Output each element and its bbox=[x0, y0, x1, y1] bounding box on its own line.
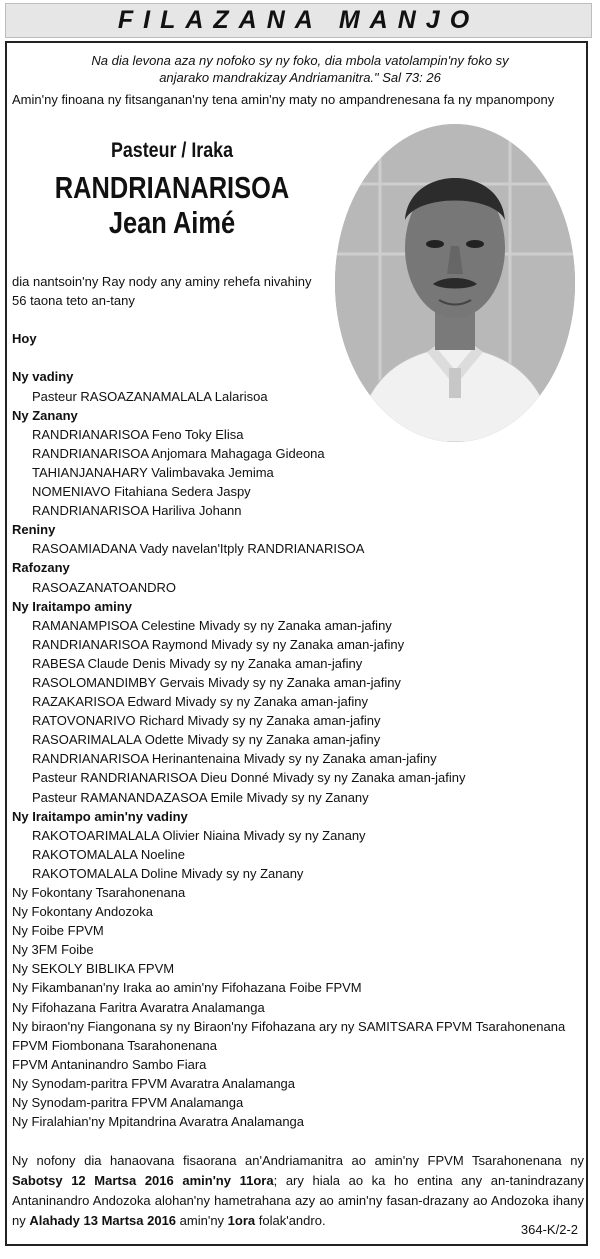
list-item: Ny Foibe FPVM bbox=[12, 923, 104, 939]
section-heading: Rafozany bbox=[12, 560, 70, 576]
list-item: FPVM Antaninandro Sambo Fiara bbox=[12, 1056, 207, 1072]
list-item: RAMANAMPISOA Celestine Mivady sy ny Zanaka aman-jafiny bbox=[32, 617, 392, 633]
list-item: RAKOTOMALALA Doline Mivady sy ny Zanany bbox=[32, 865, 304, 881]
section-heading: Ny Zanany bbox=[12, 407, 78, 423]
list-item: RAKOTOMALALA Noeline bbox=[32, 846, 185, 862]
list-item: Ny Fokontany Tsarahonenana bbox=[12, 885, 186, 900]
mourners-list bbox=[12, 272, 582, 1131]
list-item: Ny 3FM Foibe bbox=[12, 942, 94, 958]
list-item bbox=[12, 348, 582, 367]
bible-verse-line: Na dia levona aza ny nofoko sy ny foko, dia mbola vatolampin'ny foko sy bbox=[91, 53, 509, 68]
list-item: RABESA Claude Denis Mivady sy ny Zanaka aman-jafiny bbox=[32, 655, 363, 671]
list-item: RANDRIANARISOA Raymond Mivady sy ny Zanaka aman-jafiny bbox=[32, 636, 405, 652]
list-item: RANDRIANARISOA Herinantenaina Mivady sy ny Zanaka aman-jafiny bbox=[32, 751, 437, 767]
announcement-date-1: Sabotsy 12 Martsa 2016 amin'ny 11ora bbox=[12, 1173, 274, 1188]
announcement-text: Ny nofony dia hanaovana fisaorana an'Andriamanitra ao amin'ny FPVM Tsarahonenana ny bbox=[12, 1153, 584, 1168]
section-heading: Hoy bbox=[12, 331, 37, 347]
list-item: Ny Fifohazana Faritra Avaratra Analamanga bbox=[12, 999, 265, 1015]
list-item: RASOAZANATOANDRO bbox=[32, 579, 176, 595]
list-item: Pasteur RANDRIANARISOA Dieu Donné Mivady sy ny Zanaka aman-jafiny bbox=[32, 770, 466, 786]
section-heading: Ny vadiny bbox=[12, 369, 74, 385]
list-item: RASOAMIADANA Vady navelan'Itply RANDRIANARISOA bbox=[32, 541, 365, 557]
list-item: RANDRIANARISOA Anjomara Mahagaga Gideona bbox=[32, 445, 325, 461]
list-item bbox=[12, 310, 582, 329]
list-item: Ny SEKOLY BIBLIKA FPVM bbox=[12, 961, 175, 977]
list-item: Pasteur RAMANANDAZASOA Emile Mivady sy ny Zanany bbox=[32, 789, 369, 805]
deceased-given-name: Jean Aimé bbox=[108, 205, 236, 240]
announcement-date-2: Alahady 13 Martsa 2016 bbox=[29, 1213, 177, 1228]
list-item: Ny Synodam-paritra FPVM Avaratra Analamanga bbox=[12, 1075, 296, 1091]
notice-header bbox=[5, 3, 592, 38]
announcement-text: ; ary hiala ao ka ho entina any an-tanindrazany Antaninandro Andozoka alohan'ny hametrahana azy ao amin'ny fasan-drazany ao Andozoka ihany ny bbox=[12, 1173, 584, 1228]
bible-verse-line: anjarako mandrakizay Andriamanitra." Sal 73: 26 bbox=[159, 70, 441, 85]
section-heading: Ny Iraitampo aminy bbox=[12, 598, 132, 614]
announcement-time: 1ora bbox=[227, 1213, 256, 1228]
list-item: RATOVONARIVO Richard Mivady sy ny Zanaka aman-jafiny bbox=[32, 713, 381, 729]
deceased-name-block bbox=[12, 138, 332, 240]
list-item: Ny Fikambanan'ny Iraka ao amin'ny Fifohazana Foibe FPVM bbox=[12, 980, 362, 996]
deceased-surname: RANDRIANARISOA bbox=[54, 170, 290, 205]
list-item: RAKOTOARIMALALA Olivier Niaina Mivady sy ny Zanany bbox=[32, 827, 366, 843]
list-item: Pasteur RASOAZANAMALALA Lalarisoa bbox=[32, 388, 268, 404]
list-item: RANDRIANARISOA Feno Toky Elisa bbox=[32, 426, 244, 442]
notice-header-title: FILAZANA MANJO bbox=[117, 6, 480, 34]
list-item: Ny biraon'ny Fiangonana sy ny Biraon'ny Fifohazana ary ny SAMITSARA FPVM Tsarahonenana bbox=[12, 1018, 566, 1034]
list-item: Ny Synodam-paritra FPVM Analamanga bbox=[12, 1095, 244, 1111]
list-item: TAHIANJANAHARY Valimbavaka Jemima bbox=[32, 464, 274, 480]
announcement-text: folak'andro. bbox=[255, 1213, 326, 1228]
list-item: RASOLOMANDIMBY Gervais Mivady sy ny Zanaka aman-jafiny bbox=[32, 674, 401, 690]
section-heading: Reniny bbox=[12, 522, 56, 538]
deceased-title: Pasteur / Iraka bbox=[110, 139, 234, 162]
bible-verse bbox=[0, 52, 600, 86]
funeral-announcement bbox=[12, 1151, 584, 1231]
list-item: RAZAKARISOA Edward Mivady sy ny Zanaka aman-jafiny bbox=[32, 694, 368, 710]
intro-text: Amin'ny finoana ny fitsanganan'ny tena amin'ny maty no ampandrenesana fa ny mpanompony bbox=[12, 92, 555, 107]
list-item: NOMENIAVO Fitahiana Sedera Jaspy bbox=[32, 484, 251, 500]
list-item: 56 taona teto an-tany bbox=[12, 293, 135, 309]
list-item: Ny Fokontany Andozoka bbox=[12, 904, 153, 920]
list-item: Ny Firalahian'ny Mpitandrina Avaratra Analamanga bbox=[12, 1114, 305, 1130]
announcement-text: amin'ny bbox=[176, 1213, 228, 1228]
list-item: FPVM Fiombonana Tsarahonenana bbox=[12, 1037, 217, 1053]
list-item: RANDRIANARISOA Hariliva Johann bbox=[32, 503, 242, 519]
list-item: dia nantsoin'ny Ray nody any aminy rehefa nivahiny bbox=[12, 274, 312, 289]
reference-code: 364-K/2-2 bbox=[520, 1222, 578, 1237]
list-item: RASOARIMALALA Odette Mivady sy ny Zanaka aman-jafiny bbox=[32, 732, 381, 748]
section-heading: Ny Iraitampo amin'ny vadiny bbox=[12, 808, 188, 824]
